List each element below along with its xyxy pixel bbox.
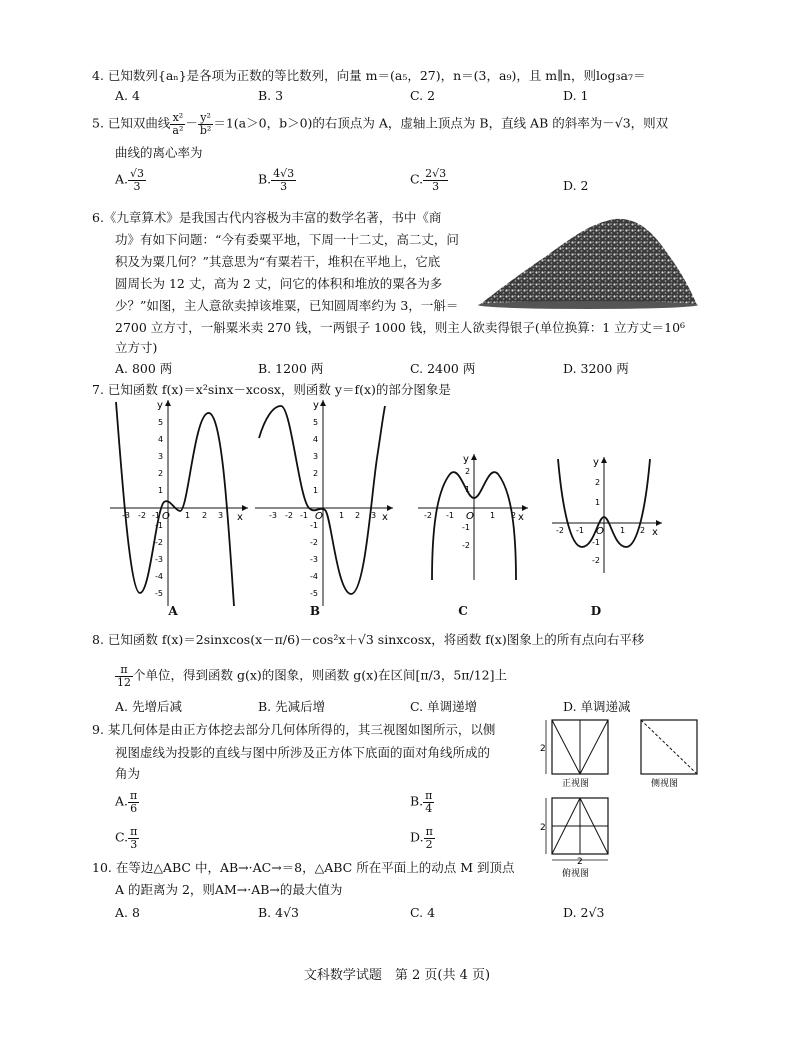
front-view: [540, 718, 620, 790]
graph-d-ytick: 1: [595, 498, 601, 507]
graph-a: [110, 398, 250, 608]
side-view: [635, 718, 705, 790]
graph-b: [255, 398, 395, 608]
graph-d-y-label: y: [593, 457, 599, 468]
q4-option-a: A. 4: [115, 88, 140, 103]
graph-c-xtick: 2: [511, 511, 517, 520]
graph-a-ytick: -2: [155, 538, 163, 547]
graph-d-ytick: 2: [595, 478, 601, 487]
q9-line2: 视图虚线为投影的直线与图中所涉及正方体下底面的面对角线所成的: [115, 745, 491, 760]
front-view-label: 正视图: [562, 779, 590, 789]
q10-option-d: D. 2√3: [563, 905, 605, 920]
q6-line1: 6.《九章算术》是我国古代内容极为丰富的数学名著，书中《商: [92, 210, 442, 225]
q5-option-c: C. $\frac{2√3}{3}$: [410, 167, 447, 193]
q5-stem-line2: 曲线的离心率为: [115, 145, 203, 160]
graph-c-xtick: -1: [446, 511, 454, 520]
q6-option-b: B. 1200 两: [258, 361, 324, 376]
q7-stem: 7. 已知函数 f(x)＝x²sinx－xcosx，则函数 y＝f(x)的部分图象是: [92, 382, 451, 397]
q10-option-b: B. 4√3: [258, 905, 300, 920]
q10-line1: 10. 在等边△ABC 中，AB→·AC→＝8，△ABC 所在平面上的动点 M 到顶点: [92, 860, 515, 875]
q4-option-b: B. 3: [258, 88, 284, 103]
graph-b-xtick: -1: [300, 511, 308, 520]
q6-option-d: D. 3200 两: [563, 361, 629, 376]
graph-a-ytick: 3: [158, 452, 164, 461]
graph-a-xtick: 3: [218, 511, 224, 520]
q9-line1: 9. 某几何体是由正方体挖去部分几何体所得的，其三视图如图所示，以侧: [92, 722, 496, 737]
graph-c-y-label: y: [463, 454, 469, 465]
graph-a-ytick: -3: [155, 555, 163, 564]
graph-a-xtick: 2: [202, 511, 208, 520]
graph-b-ytick: -5: [310, 589, 318, 598]
graph-b-ytick: -2: [310, 538, 318, 547]
graph-c: [418, 452, 530, 582]
top-view-label: 俯视图: [562, 869, 590, 878]
graph-c-origin: O: [466, 511, 474, 522]
q9-option-b: B. $\frac{\pi}{4}$: [410, 789, 433, 815]
q6-line6: 2700 立方寸，一斛粟米卖 270 钱，一两银子 1000 钱，则主人欲卖得银子(单位换算：1 立方丈＝10⁶: [115, 320, 686, 335]
graph-d-xtick: 2: [640, 526, 646, 535]
q6-line5: 少？”如图，主人意欲卖掉该堆粟，已知圆周率约为 3，一斛＝: [115, 298, 459, 313]
graph-a-ytick: 4: [158, 435, 164, 444]
graph-b-origin: O: [315, 511, 323, 522]
graph-b-caption: B: [309, 604, 321, 618]
q8-line2: $\frac{\pi}{12}$ 个单位，得到函数 g(x)的图象，则函数 g(x)在区间[π/3，5π/12]上: [117, 663, 507, 689]
graph-a-ytick: 1: [158, 486, 164, 495]
q8-line1: 8. 已知函数 f(x)＝2sinxcos(x－π/6)－cos²x＋√3 sinxcosx，将函数 f(x)图象上的所有点向右平移: [92, 632, 645, 647]
q6-option-a: A. 800 两: [115, 361, 173, 376]
graph-a-ytick: -1: [155, 521, 163, 530]
graph-d-xtick: -1: [576, 526, 584, 535]
q8-option-c: C. 单调递增: [410, 699, 478, 714]
q5-stem-line1: 5. 已知双曲线 $\frac{\text{x²}}{\text{a²}}$ － $\frac{\text{y²}}{\text{b²}}$ ＝1(a＞0，b＞0)的右顶点为 A，虚轴上顶点为 B，直线 AB 的斜率为－√3，则双: [92, 111, 669, 137]
graph-b-y-label: y: [313, 400, 319, 411]
q4-stem: 4. 已知数列{aₙ}是各项为正数的等比数列，向量 m＝(a₅，27)，n＝(3，a₉)，且 m∥n，则log₃a₇＝: [92, 68, 646, 83]
top-view-dim-vertical: 2: [540, 823, 546, 833]
graph-a-xtick: 1: [185, 511, 191, 520]
graph-a-origin: O: [162, 511, 170, 522]
graph-b-ytick: 4: [313, 435, 319, 444]
graph-c-ytick: -2: [462, 541, 470, 550]
graph-b-ytick: 3: [313, 452, 319, 461]
graph-c-ytick: 2: [465, 467, 471, 476]
graph-b-xtick: 1: [339, 511, 345, 520]
q9-line3: 角为: [115, 766, 141, 781]
q9-option-c: C. $\frac{\pi}{3}$: [115, 825, 138, 851]
graph-c-x-label: x: [518, 512, 524, 523]
top-view-dim-horizontal: 2: [577, 857, 583, 867]
graph-b-xtick: -3: [269, 511, 277, 520]
graph-d-caption: D: [590, 604, 602, 618]
graph-b-xtick: 2: [355, 511, 361, 520]
graph-d-ytick: -1: [592, 538, 600, 547]
graph-c-caption: C: [458, 604, 468, 618]
graph-d-xtick: -2: [556, 526, 564, 535]
graph-c-xtick: 1: [490, 511, 496, 520]
graph-b-ytick: 2: [313, 469, 319, 478]
q9-option-a: A. $\frac{\pi}{6}$: [115, 789, 138, 815]
graph-b-x-label: x: [382, 512, 388, 523]
graph-a-ytick: -4: [155, 572, 163, 581]
graph-c-ytick: -1: [462, 523, 470, 532]
graph-a-ytick: -5: [155, 589, 163, 598]
graph-b-xtick: -2: [285, 511, 293, 520]
graph-b-ytick: 1: [313, 486, 319, 495]
q9-option-d: D. $\frac{\pi}{2}$: [410, 825, 433, 851]
graph-d: [552, 455, 664, 575]
q4-option-d: D. 1: [563, 88, 589, 103]
graph-c-ytick: 1: [465, 485, 471, 494]
q5-option-a: A. $\frac{√3}{3}$: [115, 167, 145, 193]
top-view: [540, 792, 620, 878]
graph-b-ytick: 5: [313, 418, 319, 427]
graph-a-ytick: 2: [158, 469, 164, 478]
graph-a-xtick: -1: [152, 511, 160, 520]
graph-d-x-label: x: [652, 527, 658, 538]
graph-a-ytick: 5: [158, 418, 164, 427]
graph-a-caption: A: [168, 604, 178, 618]
graph-a-x-label: x: [237, 512, 243, 523]
graph-a-xtick: -2: [138, 511, 146, 520]
graph-d-origin: O: [596, 526, 604, 537]
graph-d-xtick: 1: [620, 526, 626, 535]
graph-b-ytick: -1: [310, 521, 318, 530]
q10-option-c: C. 4: [410, 905, 436, 920]
q8-option-d: D. 单调递减: [563, 699, 631, 714]
q4-option-c: C. 2: [410, 88, 436, 103]
graph-c-xtick: -2: [424, 511, 432, 520]
q10-option-a: A. 8: [115, 905, 140, 920]
page-footer: 文科数学试题 第 2 页(共 4 页): [303, 968, 491, 983]
graph-b-ytick: -3: [310, 555, 318, 564]
q6-line3: 积及为粟几何？”其意思为“有粟若干，堆积在平地上，它底: [115, 254, 441, 269]
q6-option-c: C. 2400 两: [410, 361, 476, 376]
q6-line4: 圆周长为 12 丈，高为 2 丈，问它的体积和堆放的粟各为多: [115, 276, 443, 291]
q6-line2: 功》有如下问题：“今有委粟平地，下周一十二丈，高二丈，问: [115, 232, 459, 247]
front-view-dim: 2: [540, 744, 546, 754]
q6-line7: 立方寸): [115, 340, 158, 355]
q8-option-a: A. 先增后减: [115, 699, 182, 714]
grain-pile-image: [475, 205, 700, 310]
q5-option-d: D. 2: [563, 178, 589, 193]
graph-a-xtick: -3: [122, 511, 130, 520]
q8-option-b: B. 先减后增: [258, 699, 326, 714]
graph-b-ytick: -4: [310, 572, 318, 581]
q10-line2: A 的距离为 2，则AM→·AB→的最大值为: [115, 882, 343, 897]
graph-b-xtick: 3: [371, 511, 377, 520]
q5-option-b: B. $\frac{4√3}{3}$: [258, 167, 295, 193]
side-view-label: 侧视图: [651, 779, 679, 789]
graph-a-y-label: y: [157, 400, 163, 411]
graph-d-ytick: -2: [592, 556, 600, 565]
